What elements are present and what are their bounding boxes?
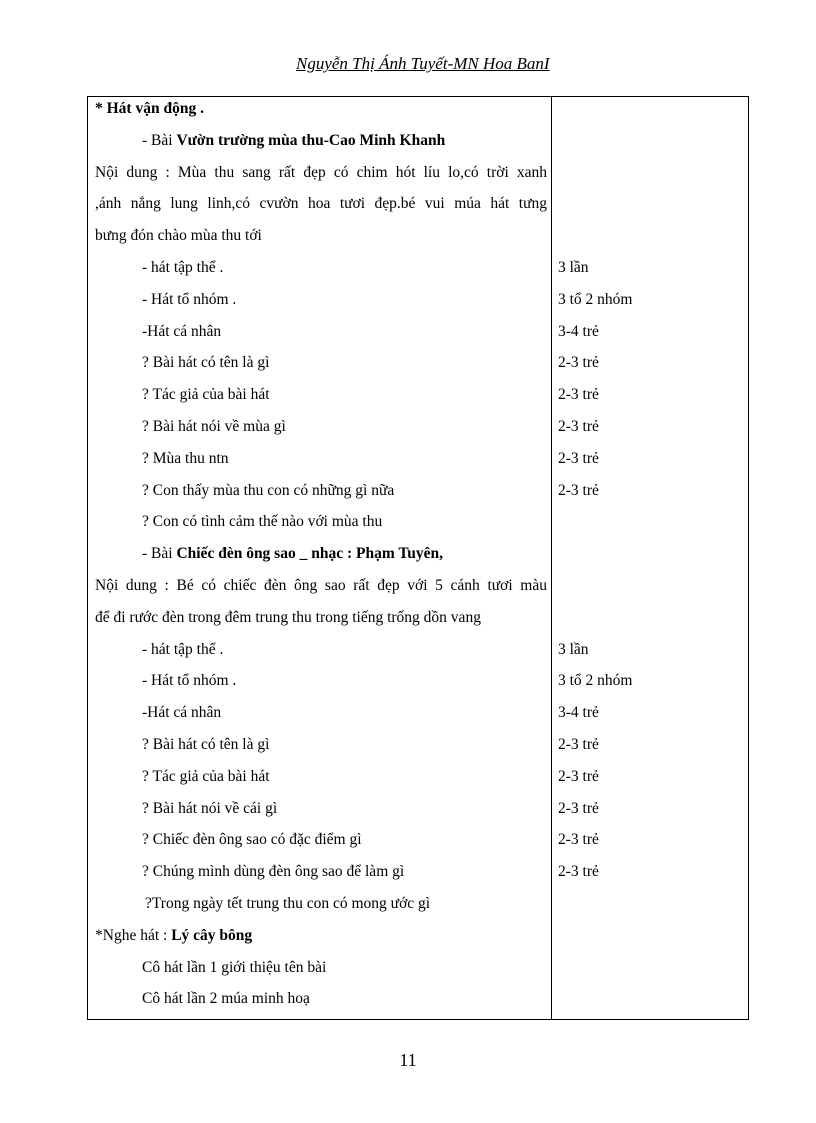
activity-row	[88, 888, 748, 920]
content-line: bưng đón chào mùa thu tới	[95, 227, 262, 245]
activity-text: ? Bài hát có tên là gì	[142, 354, 270, 372]
activity-text: -Hát cá nhân	[142, 322, 222, 340]
activity-row	[88, 634, 748, 666]
listening-line-row	[88, 983, 748, 1015]
activity-note: 2-3 trẻ	[558, 449, 599, 467]
activity-row	[88, 761, 748, 793]
activity-row	[88, 856, 748, 888]
activity-text: - hát tập thể .	[142, 640, 224, 658]
activity-row	[88, 316, 748, 348]
activity-text: ? Chiếc đèn ông sao có đặc điểm gì	[142, 831, 362, 849]
activity-row	[88, 475, 748, 507]
activity-note: 2-3 trẻ	[558, 799, 599, 817]
section-title: * Hát vận động .	[95, 100, 204, 117]
activity-text: ? Con có tình cảm thế nào với mùa thu	[142, 513, 383, 531]
listening-line: Cô hát lần 2 múa minh hoạ	[142, 990, 310, 1008]
activity-text: ? Bài hát nói về mùa gì	[142, 418, 286, 435]
song-row	[88, 125, 748, 157]
activity-text: ? Tác giả của bài hát	[142, 767, 270, 785]
activity-text: ? Chúng mình dùng đèn ông sao để làm gì	[142, 863, 405, 881]
content-row	[88, 188, 748, 220]
listening-line-row	[88, 952, 748, 984]
listening-row	[88, 920, 748, 952]
activity-text: -Hát cá nhân	[142, 704, 222, 722]
content-row	[88, 220, 748, 252]
activity-text: ? Bài hát có tên là gì	[142, 736, 270, 753]
content-row	[88, 570, 748, 602]
activity-row	[88, 506, 748, 538]
activity-row	[88, 284, 748, 316]
content-line: để đi rước đèn trong đêm trung thu trong tiếng trống dồn vang	[95, 608, 481, 626]
activity-text: ? Mùa thu ntn	[142, 449, 229, 467]
activity-note: 2-3 trẻ	[558, 863, 599, 881]
activity-note: 3 lần	[558, 640, 589, 658]
content-line: ,ánh nắng lung linh,có cvườn hoa tươi đẹp.bé vui múa hát tưng	[95, 195, 547, 213]
activity-note: 3 lần	[558, 259, 589, 276]
activity-note: 3 tổ 2 nhóm	[558, 672, 633, 690]
song-line: - Bài Vườn trường mùa thu-Cao Minh Khanh	[142, 131, 446, 149]
activity-text: ? Bài hát nói về cái gì	[142, 799, 278, 817]
activity-row	[88, 252, 748, 284]
page-number: 11	[399, 1050, 417, 1070]
activity-text: - hát tập thể .	[142, 259, 224, 276]
activity-note: 2-3 trẻ	[558, 831, 599, 849]
activity-row	[88, 379, 748, 411]
activity-text: ? Con thấy mùa thu con có những gì nữa	[142, 481, 395, 499]
activity-row	[88, 347, 748, 379]
listening-title: *Nghe hát : Lý cây bông	[95, 926, 253, 944]
activity-row	[88, 729, 748, 761]
content-row	[88, 157, 748, 189]
activity-note: 3 tổ 2 nhóm	[558, 290, 633, 308]
activity-note: 2-3 trẻ	[558, 386, 599, 404]
lesson-table	[87, 96, 749, 1020]
activity-note: 2-3 trẻ	[558, 354, 599, 372]
activity-note: 2-3 trẻ	[558, 418, 599, 435]
activity-note: 2-3 trẻ	[558, 767, 599, 785]
content-line: Nội dung : Bé có chiếc đèn ông sao rất đẹp với 5 cánh tươi màu	[95, 577, 547, 594]
activity-row	[88, 443, 748, 475]
activity-note: 3-4 trẻ	[558, 704, 599, 722]
activity-row	[88, 665, 748, 697]
listening-line: Cô hát lần 1 giới thiệu tên bài	[142, 958, 327, 976]
activity-text: - Hát tổ nhóm .	[142, 672, 237, 690]
activity-note: 2-3 trẻ	[558, 481, 599, 499]
activity-text: ?Trong ngày tết trung thu con có mong ước gì	[145, 895, 431, 912]
activity-row	[88, 824, 748, 856]
page-header: Nguyễn Thị Ánh Tuyết-MN Hoa BanI	[296, 54, 550, 73]
activity-text: - Hát tổ nhóm .	[142, 290, 237, 308]
content-line: Nội dung : Mùa thu sang rất đẹp có chim hót líu lo,có trời xanh	[95, 163, 547, 181]
activity-note: 2-3 trẻ	[558, 736, 599, 753]
activity-note: 3-4 trẻ	[558, 322, 599, 340]
activity-text: ? Tác giả của bài hát	[142, 386, 270, 404]
activity-row	[88, 411, 748, 443]
content-row	[88, 602, 748, 634]
song-row	[88, 538, 748, 570]
section-title-row	[88, 93, 748, 125]
song-line: - Bài Chiếc đèn ông sao _ nhạc : Phạm Tuyên,	[142, 545, 444, 563]
activity-row	[88, 793, 748, 825]
activity-row	[88, 697, 748, 729]
